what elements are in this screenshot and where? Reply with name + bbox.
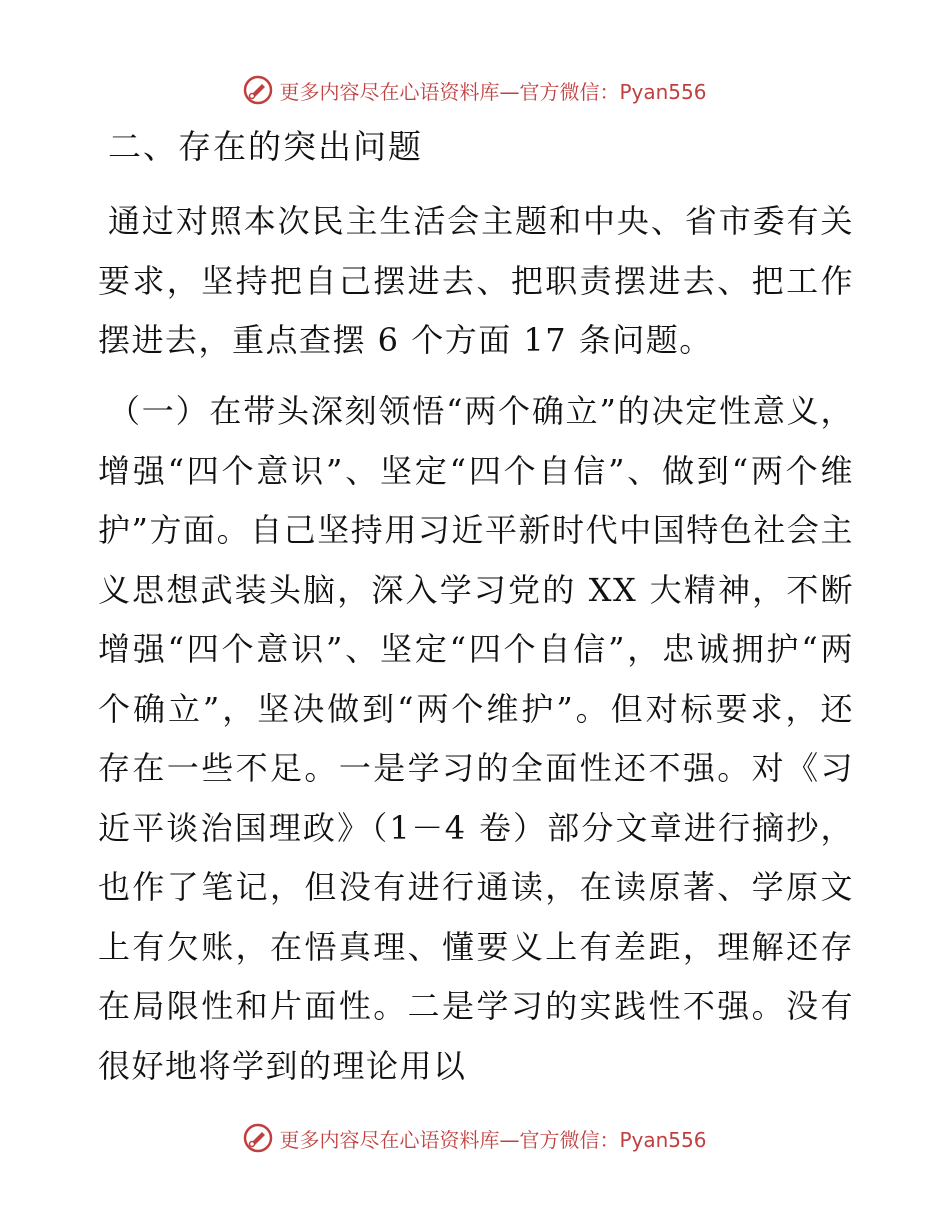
paragraph-section-1: （一）在带头深刻领悟“两个确立”的决定性意义，增强“四个意识”、坚定“四个自信”、做到“两个维护”方面。自己坚持用习近平新时代中国特色社会主义思想武装头脑，深入学习党的 XX 大精神，不断增强“四个意识”、坚定“四个自信”，忠诚拥护“两个确立”，坚决做到“两个维护”。但对标要求，还存在一些不足。一是学习的全面性还不强。对《习近平谈治国理政》（1－4 卷）部分文章进行摘抄，也作了笔记，但没有进行通读，在读原著、学原文上有欠账，在悟真理、懂要义上有差距，理解还存在局限性和片面性。二是学习的实践性不强。没有很好地将学到的理论用以 <box>98 392 854 1085</box>
watermark-text: 更多内容尽在心语资料库—官方微信：Pyan556 <box>279 1127 707 1152</box>
hand-pen-logo-icon <box>243 75 273 105</box>
paragraph-intro: 通过对照本次民主生活会主题和中央、省市委有关要求，坚持把自己摆进去、把职责摆进去、把工作摆进去，重点查摆 6 个方面 17 条问题。 <box>98 202 854 359</box>
watermark-text: 更多内容尽在心语资料库—官方微信：Pyan556 <box>279 79 707 104</box>
hand-pen-logo-icon <box>243 1123 273 1153</box>
section-heading: 二、存在的突出问题 <box>108 127 423 166</box>
footer-watermark <box>0 1120 950 1156</box>
header-watermark <box>0 72 950 108</box>
